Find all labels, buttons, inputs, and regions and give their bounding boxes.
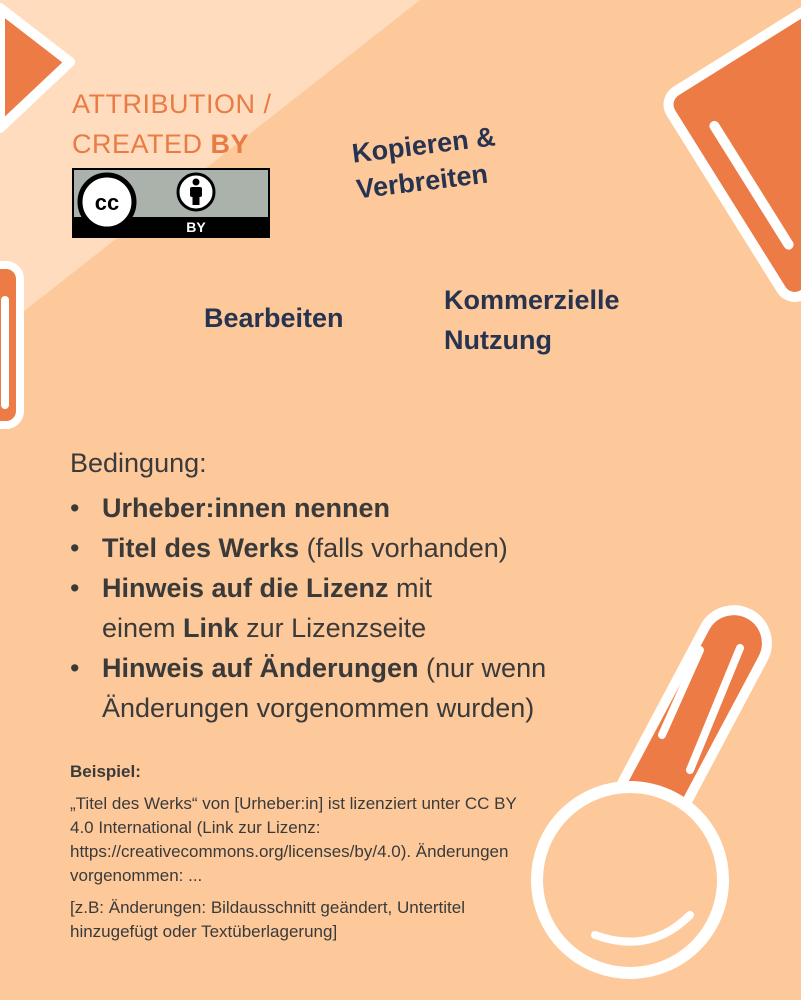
condition-item: • Urheber:innen nennen [70,488,670,528]
permission-copy: Kopieren & Verbreiten [350,121,497,205]
attribution-line2: CREATED BY [72,129,250,159]
by-label: BY [186,219,206,235]
conditions-heading: Bedingung: [70,448,207,478]
permission-edit: Bearbeiten [204,303,344,333]
cc-logo-icon [80,175,134,229]
condition-item: • Titel des Werks (falls vorhanden) [70,528,670,568]
cc-logo-text: cc [94,190,120,215]
attribution-person-icon [178,174,214,210]
condition-item: • Hinweis auf die Lizenz mit einem Link zur Lizenzseite [70,568,670,648]
attribution-by: BY [210,129,250,159]
attribution-line1: ATTRIBUTION / [72,89,272,119]
condition-item: • Hinweis auf Änderungen (nur wenn Änderungen vorgenommen wurden) [70,648,670,728]
permission-commercial: Kommerzielle Nutzung [444,285,620,355]
conditions-list [70,488,670,728]
example-label: Beispiel: [70,762,141,781]
cc-by-badge [72,168,270,238]
example-note: [z.B: Änderungen: Bildausschnitt geändert, Untertitel hinzugefügt oder Textüberlagerung] [70,898,466,941]
right-card-shape [662,4,801,303]
attribution-title [72,84,272,164]
left-card-shape [0,265,20,425]
example-text: „Titel des Werks“ von [Urheber:in] ist lizenziert unter CC BY 4.0 International (Link zur Lizenz: https://creativecommons.org/licenses/by/4.0). Änderungen vorgenommen: ... [70,794,517,885]
